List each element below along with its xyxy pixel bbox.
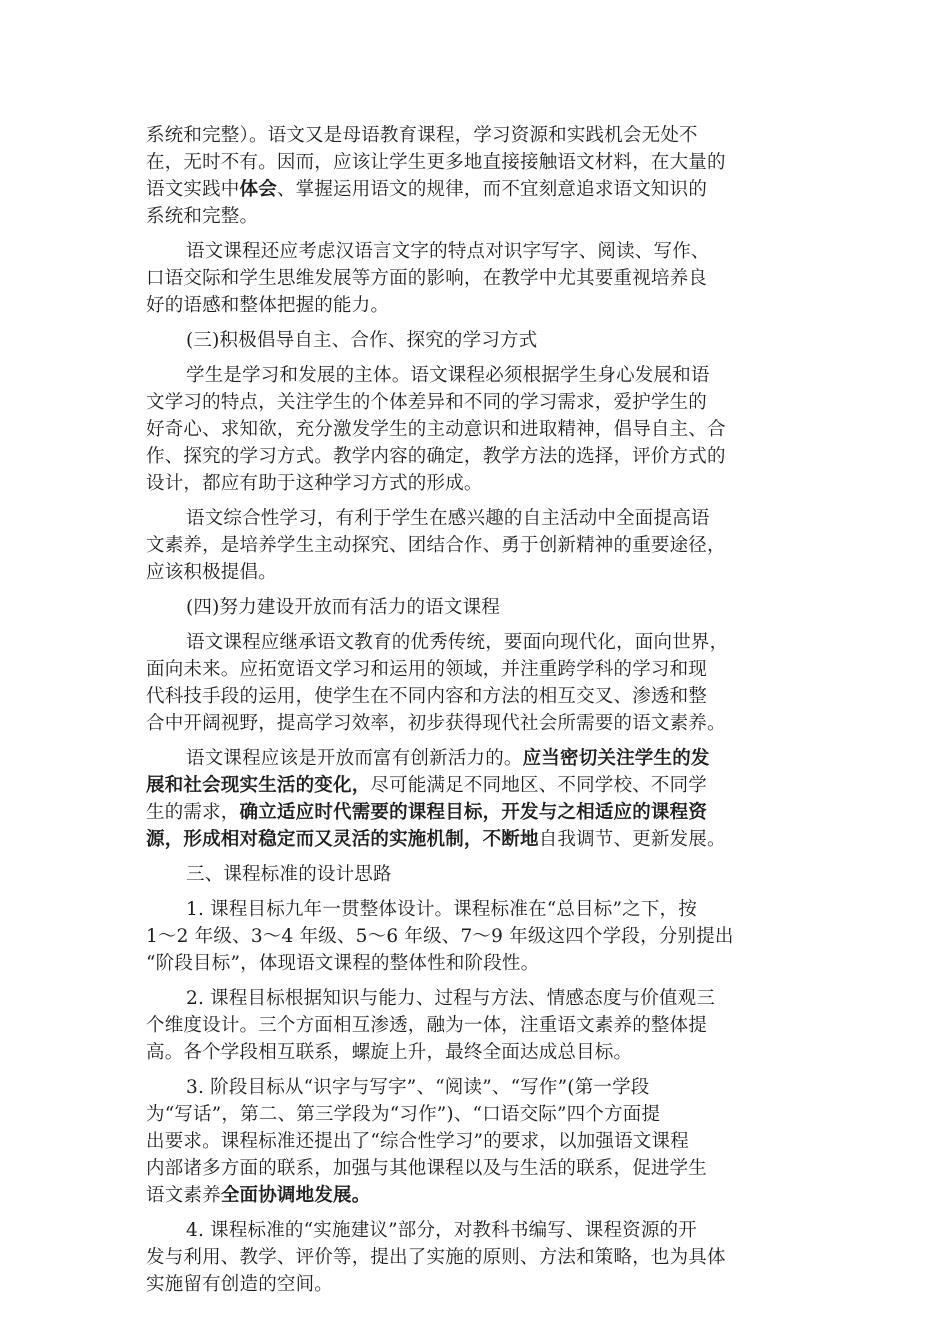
text-line xyxy=(146,1217,814,1244)
text-run: 自我调节、更新发展。 xyxy=(538,829,726,850)
paragraph xyxy=(146,505,814,586)
text-run: 3. 阶段目标从“识字与写字”、“阅读”、“写作”(第一学段 xyxy=(186,1077,650,1098)
text-line xyxy=(146,656,814,683)
text-run: 发与利用、教学、评价等，提出了实施的原则、方法和策略，也为具体 xyxy=(146,1247,726,1268)
text-line xyxy=(146,443,814,470)
bold-text: 确立适应时代需要的课程目标，开发与之相适应的课程资 xyxy=(239,802,708,823)
bold-text: 展和社会现实生活的变化， xyxy=(146,775,371,796)
text-line xyxy=(146,1012,814,1039)
text-line xyxy=(146,327,814,354)
text-run: 作、探究的学习方式。教学内容的确定，教学方法的选择，评价方式的 xyxy=(146,446,726,467)
bold-text: 全面协调地发展。 xyxy=(220,1185,371,1206)
text-line xyxy=(146,861,814,888)
text-run: 语文综合性学习，有利于学生在感兴趣的自主活动中全面提高语 xyxy=(186,508,710,529)
text-line xyxy=(146,923,814,950)
text-line xyxy=(146,149,814,176)
text-run: 生的需求， xyxy=(146,802,240,823)
text-line xyxy=(146,265,814,292)
text-run: 系统和完整）。语文又是母语教育课程，学习资源和实践机会无处不 xyxy=(146,125,698,146)
text-line xyxy=(146,203,814,230)
numbered-item xyxy=(146,985,814,1066)
text-run: 语文实践中 xyxy=(146,179,240,200)
bold-text: 体会 xyxy=(239,179,277,200)
text-line xyxy=(146,1271,814,1298)
text-line xyxy=(146,1039,814,1066)
text-line xyxy=(146,710,814,737)
text-line xyxy=(146,1128,814,1155)
text-line xyxy=(146,950,814,977)
text-run: 出要求。课程标准还提出了“综合性学习”的要求，以加强语文课程 xyxy=(146,1131,689,1152)
text-run: 、掌握运用语文的规律，而不宜刻意追求语文知识的 xyxy=(276,179,708,200)
text-run: 在，无时不有。因而，应该让学生更多地直接接触语文材料，在大量的 xyxy=(146,152,726,173)
section-heading xyxy=(146,861,814,888)
text-run: 实施留有创造的空间。 xyxy=(146,1274,334,1295)
numbered-item xyxy=(146,1217,814,1298)
paragraph xyxy=(146,362,814,497)
text-line xyxy=(146,1101,814,1128)
text-run: 学生是学习和发展的主体。语文课程必须根据学生身心发展和语 xyxy=(186,365,710,386)
text-run: 设计，都应有助于这种学习方式的形成。 xyxy=(146,473,483,494)
text-line xyxy=(146,896,814,923)
text-line xyxy=(146,1155,814,1182)
text-run: 三、课程标准的设计思路 xyxy=(186,864,392,885)
text-run: 2. 课程目标根据知识与能力、过程与方法、情感态度与价值观三 xyxy=(186,988,716,1009)
text-line xyxy=(146,559,814,586)
text-run: 1～2 年级、3～4 年级、5～6 年级、7～9 年级这四个学段，分别提出 xyxy=(146,926,734,947)
text-line xyxy=(146,745,814,772)
text-line xyxy=(146,683,814,710)
text-run: 尽可能满足不同地区、不同学校、不同学 xyxy=(370,775,708,796)
section-heading xyxy=(146,594,814,621)
text-line xyxy=(146,362,814,389)
text-run: 语文课程还应考虑汉语言文字的特点对识字写字、阅读、写作、 xyxy=(186,241,710,262)
text-run: 好的语感和整体把握的能力。 xyxy=(146,295,390,316)
text-line xyxy=(146,532,814,559)
text-run: 系统和完整。 xyxy=(146,206,259,227)
text-run: 口语交际和学生思维发展等方面的影响，在教学中尤其要重视培养良 xyxy=(146,268,708,289)
text-line xyxy=(146,826,814,853)
text-line xyxy=(146,416,814,443)
text-run: 内部诸多方面的联系，加强与其他课程以及与生活的联系，促进学生 xyxy=(146,1158,708,1179)
text-run: 面向未来。应拓宽语文学习和运用的领域，并注重跨学科的学习和现 xyxy=(146,659,708,680)
text-line xyxy=(146,799,814,826)
text-line xyxy=(146,1074,814,1101)
text-line xyxy=(146,292,814,319)
bold-text: 应当密切关注学生的发 xyxy=(522,748,710,769)
text-run: 语文素养 xyxy=(146,1185,221,1206)
paragraph xyxy=(146,238,814,319)
text-run: 文学习的特点，关注学生的个体差异和不同的学习需求，爱护学生的 xyxy=(146,392,708,413)
text-run: 文素养，是培养学生主动探究、团结合作、勇于创新精神的重要途径， xyxy=(146,535,726,556)
text-run: 代科技手段的运用，使学生在不同内容和方法的相互交叉、渗透和整 xyxy=(146,686,708,707)
text-line xyxy=(146,470,814,497)
numbered-item xyxy=(146,1074,814,1209)
text-run: “阶段目标”，体现语文课程的整体性和阶段性。 xyxy=(146,953,540,974)
text-run: 4. 课程标准的“实施建议”部分，对教科书编写、课程资源的开 xyxy=(186,1220,697,1241)
numbered-item xyxy=(146,896,814,977)
text-line xyxy=(146,389,814,416)
bold-text: 源，形成相对稳定而又灵活的实施机制，不断地 xyxy=(146,829,539,850)
text-run: 应该积极提倡。 xyxy=(146,562,277,583)
text-run: 语文课程应继承语文教育的优秀传统，要面向现代化，面向世界， xyxy=(186,632,729,653)
text-line xyxy=(146,122,814,149)
text-line xyxy=(146,505,814,532)
text-run: 合中开阔视野，提高学习效率，初步获得现代社会所需要的语文素养。 xyxy=(146,713,726,734)
text-run: 1. 课程目标九年一贯整体设计。课程标准在“总目标”之下，按 xyxy=(186,899,697,920)
text-line xyxy=(146,176,814,203)
paragraph xyxy=(146,745,814,853)
paragraph xyxy=(146,629,814,737)
document-body xyxy=(146,122,814,1298)
text-line xyxy=(146,238,814,265)
text-line xyxy=(146,629,814,656)
text-line xyxy=(146,594,814,621)
text-line xyxy=(146,772,814,799)
text-run: (四)努力建设开放而有活力的语文课程 xyxy=(186,597,501,618)
text-line xyxy=(146,1182,814,1209)
section-heading xyxy=(146,327,814,354)
text-run: (三)积极倡导自主、合作、探究的学习方式 xyxy=(186,330,538,351)
text-line xyxy=(146,1244,814,1271)
text-run: 个维度设计。三个方面相互渗透，融为一体，注重语文素养的整体提 xyxy=(146,1015,708,1036)
text-line xyxy=(146,985,814,1012)
text-run: 为“写话”，第二、第三学段为“习作”)、“口语交际”四个方面提 xyxy=(146,1104,661,1125)
text-run: 语文课程应该是开放而富有创新活力的。 xyxy=(186,748,523,769)
paragraph xyxy=(146,122,814,230)
text-run: 高。各个学段相互联系，螺旋上升，最终全面达成总目标。 xyxy=(146,1042,633,1063)
text-run: 好奇心、求知欲，充分激发学生的主动意识和进取精神，倡导自主、合 xyxy=(146,419,726,440)
